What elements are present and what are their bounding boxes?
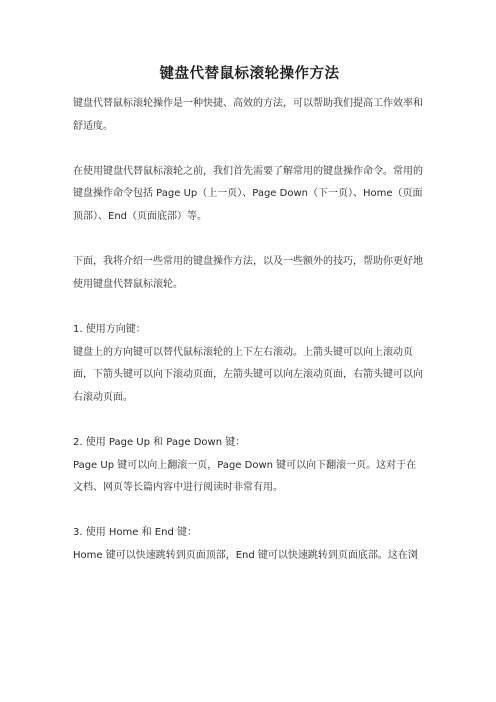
paragraph-spacer: [73, 296, 426, 319]
section-heading-home-end: 3. 使用 Home 和 End 键：: [73, 527, 197, 539]
page-keys-paragraph: Page Up 键可以向上翻滚一页，Page Down 键可以向下翻滚一页。这对于在文档、网页等长篇内容中进行阅读时非常有用。: [73, 459, 417, 494]
paragraph-spacer: [73, 138, 426, 161]
paragraph-spacer: [73, 500, 426, 523]
paragraph-spacer: [73, 409, 426, 432]
intro-paragraph: 键盘代替鼠标滚轮操作是一种快捷、高效的方法，可以帮助我们提高工作效率和舒适度。: [73, 98, 423, 132]
section-heading-arrow-keys: 1. 使用方向键：: [73, 323, 146, 335]
section-heading-page-keys: 2. 使用 Page Up 和 Page Down 键：: [73, 436, 246, 448]
keyboard-commands-paragraph: 在使用键盘代替鼠标滚轮之前，我们首先需要了解常用的键盘操作命令。常用的键盘操作命令包括 Page Up（上一页）、Page Down（下一页）、Home（页面顶部）、End（页面底部）等。: [73, 165, 423, 222]
methods-intro-paragraph: 下面，我将介绍一些常用的键盘操作方法，以及一些额外的技巧，帮助你更好地使用键盘代替鼠标滚轮。: [73, 256, 423, 290]
paragraph-spacer: [73, 229, 426, 252]
document-title: 键盘代替鼠标滚轮操作方法: [159, 66, 340, 82]
arrow-keys-paragraph: 键盘上的方向键可以替代鼠标滚轮的上下左右滚动。上箭头键可以向上滚动页面，下箭头键可以向下滚动页面，左箭头键可以向左滚动页面，右箭头键可以向右滚动页面。: [73, 346, 423, 403]
home-end-paragraph: Home 键可以快速跳转到页面顶部，End 键可以快速跳转到页面底部。这在浏: [73, 549, 418, 561]
